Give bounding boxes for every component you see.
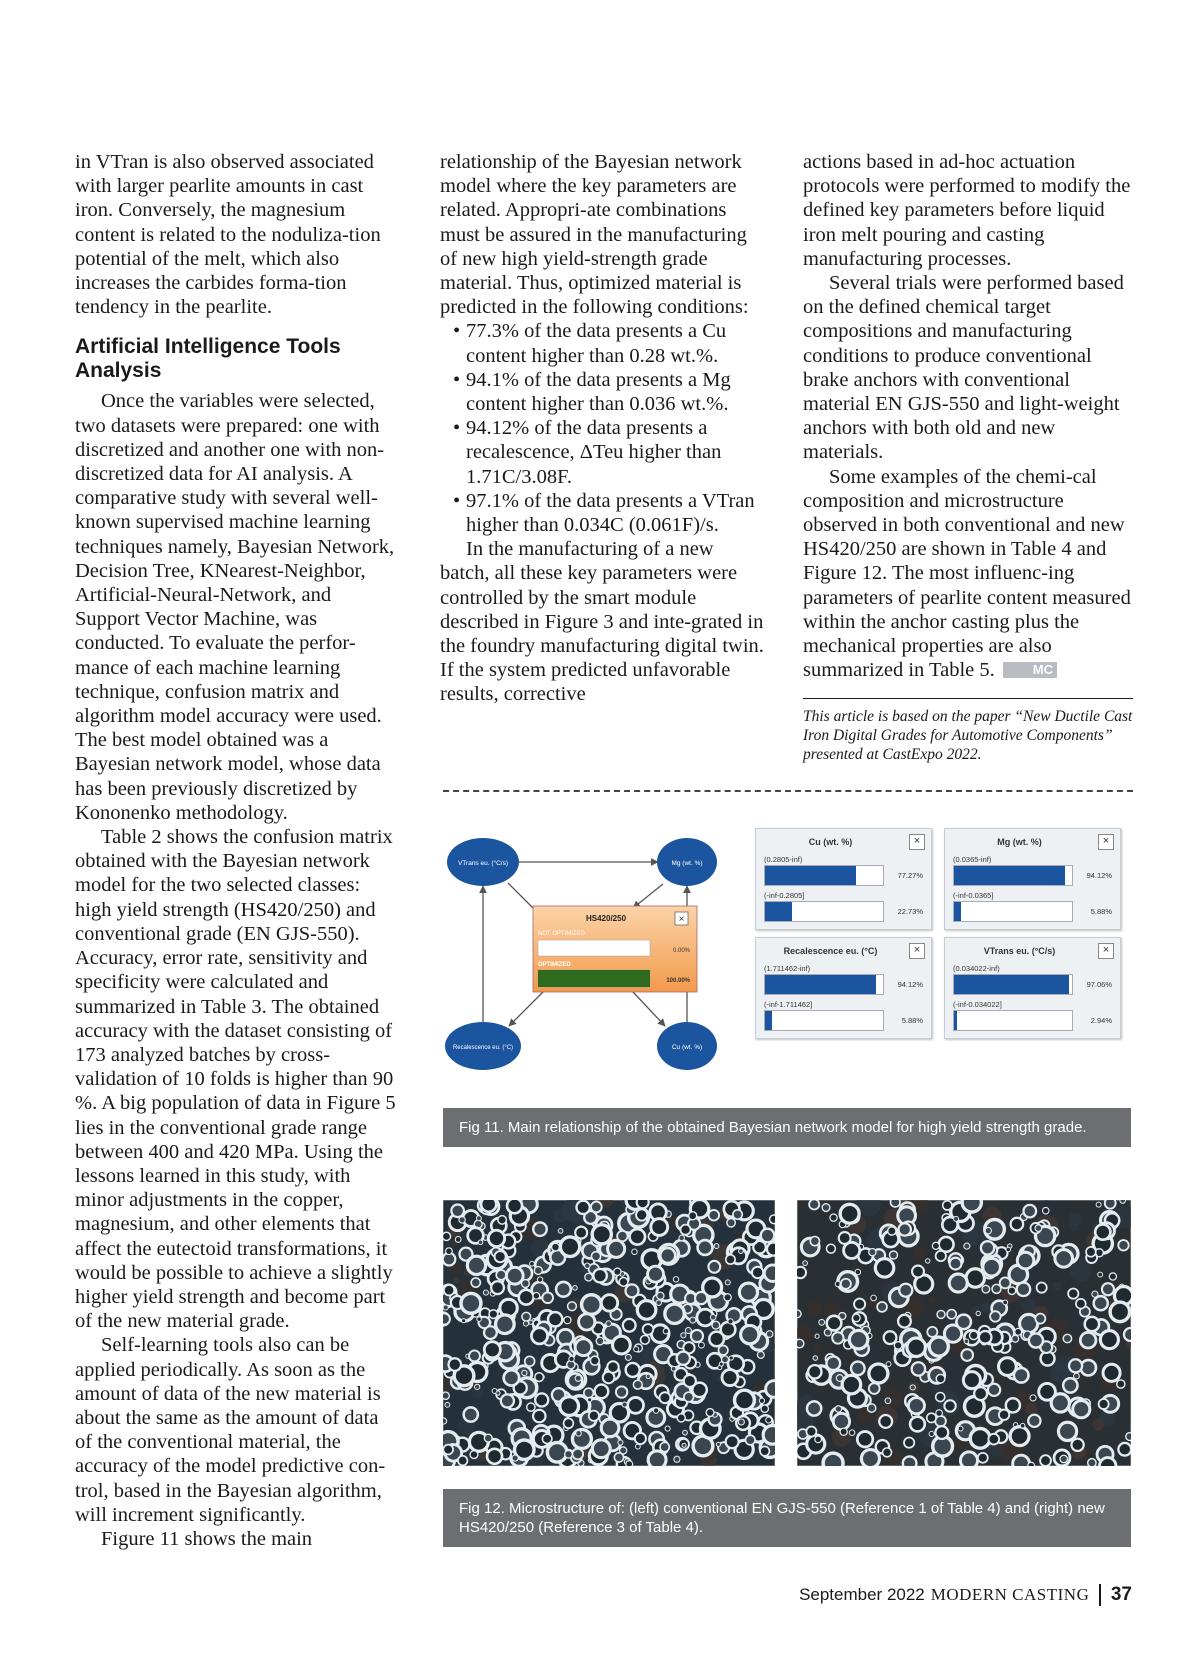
- bullet: •: [453, 489, 461, 512]
- svg-text:HS420/250: HS420/250: [585, 914, 627, 923]
- close-icon: ×: [909, 834, 925, 850]
- bar-fill: [954, 975, 1069, 994]
- bar-fill: [765, 902, 792, 921]
- bar-fill: [954, 866, 1065, 885]
- bullet: •: [453, 368, 461, 391]
- bar-fill: [765, 1011, 772, 1030]
- node-vtrans: [447, 838, 519, 886]
- col2-paragraph-2: In the manufacturing of a new batch, all these key parameters were controlled by the smart module described in Figure 3 and inte-grated in the foundry manufacturing digital twin. If the system predicted unfavorable results, corrective: [440, 538, 764, 706]
- column-2: [440, 150, 768, 707]
- bullet: •: [453, 417, 461, 440]
- edge-box-recal: [509, 992, 543, 1026]
- bullet: •: [453, 320, 461, 343]
- col1-paragraph-4: Self-learning tools also can be applied periodically. As soon as the amount of data of the new material is about the same as the amount of data of the conventional material, the accuracy of the model predictive con-trol, based in the Bayesian algorithm, will increment significantly.: [75, 1334, 386, 1526]
- column-1: [75, 150, 398, 1551]
- page-footer: [799, 1584, 1132, 1606]
- issue-date: September 2022: [799, 1585, 925, 1604]
- column-3: [803, 150, 1133, 764]
- node-mg: [657, 838, 717, 886]
- svg-text:0.00%: 0.00%: [672, 948, 690, 954]
- col1-paragraph-5: Figure 11 shows the main: [101, 1527, 313, 1550]
- svg-text:VTrans eu. (°C/s): VTrans eu. (°C/s): [457, 860, 509, 867]
- hs420-node-box: [533, 906, 697, 992]
- close-icon: ×: [1098, 943, 1114, 959]
- col3-paragraph-2: Several trials were performed based on the defined chemical target compositions and manufacturing conditions to produce conventional brake anchors with conventional material EN GJS-550 and light-weight anchors with both old and new materials.: [803, 272, 1124, 464]
- edge-mg-box: [633, 884, 663, 908]
- svg-text:Cu (wt. %): Cu (wt. %): [671, 1044, 703, 1051]
- section-heading: Artificial Intelligence Tools Analysis: [75, 335, 341, 383]
- microstructure-right-image: [797, 1200, 1131, 1466]
- col3-paragraph-1: actions based in ad-hoc actuation protocols were performed to modify the defined key parameters before liquid iron melt pouring and casting manufacturing processes.: [803, 151, 1131, 270]
- bayesian-network-diagram: [443, 828, 743, 1073]
- list-item: • 94.1% of the data presents a Mg content higher than 0.036 wt.%.: [453, 368, 731, 416]
- svg-text:×: ×: [678, 914, 685, 925]
- node-cu: [657, 1022, 717, 1070]
- source-note: This article is based on the paper “New Ductile Cast Iron Digital Grades for Automotive Components” presented at CastExpo 2022.: [803, 708, 1133, 764]
- node-recalescence: [445, 1022, 521, 1070]
- list-item: • 94.12% of the data presents a recalescence, ΔTeu higher than 1.71C/3.08F.: [453, 417, 722, 488]
- svg-text:NOT OPTIMIZED: NOT OPTIMIZED: [538, 931, 585, 937]
- footer-divider: [1099, 1584, 1101, 1606]
- not-optimized-bar: [538, 940, 650, 956]
- mg-probability-panel: Mg (wt. %) × (0.0365-inf) 94.12% (-inf-0.0365] 5.88%: [944, 828, 1121, 930]
- cu-probability-panel: Cu (wt. %) × (0.2805-inf) 77.27% (-inf-0.2805] 22.73%: [755, 828, 932, 930]
- svg-text:100.00%: 100.00%: [666, 978, 690, 984]
- col1-paragraph-3: Table 2 shows the confusion matrix obtained with the Bayesian network model for the two selected classes: high yield strength (HS420/250) and conventional grade (EN GJS-550). Accuracy, error rate, sensitivity and specificity were calculated and summarized in Table 3. The obtained accuracy with the dataset consisting of 173 analyzed batches by cross-validation of 10 folds is higher than 90 %. A big population of data in Figure 5 lies in the conventional grade range between 400 and 420 MPa. Using the lessons learned in this study, with minor adjustments in the copper, magnesium, and other elements that affect the eutectoid transformations, it would be possible to achieve a slightly higher yield strength and become part of the new material grade.: [75, 826, 396, 1333]
- bar-fill: [765, 975, 876, 994]
- col1-paragraph-1: in VTran is also observed associated with larger pearlite amounts in cast iron. Conversely, the magnesium content is related to the noduliza-tion potential of the melt, which also increases the carbides forma-tion tendency in the pearlite.: [75, 151, 381, 319]
- vtrans-probability-panel: VTrans eu. (°C/s) × (0.034022-inf) 97.06% (-inf-0.034022] 2.94%: [944, 937, 1121, 1039]
- note-divider: [803, 698, 1133, 699]
- col2-paragraph-1: relationship of the Bayesian network model where the key parameters are related. Appropri-ate combinations must be assured in the manufacturing of new high yield-strength grade material. Thus, optimized material is predicted in the following conditions:: [440, 151, 749, 319]
- bar-fill: [954, 902, 961, 921]
- page-number: 37: [1110, 1584, 1132, 1605]
- edge-box-cu: [633, 992, 665, 1026]
- list-item: • 77.3% of the data presents a Cu content higher than 0.28 wt.%.: [453, 320, 727, 367]
- dashed-separator: [443, 790, 1133, 792]
- col3-paragraph-3: Some examples of the chemi-cal composition and microstructure observed in both conventional and new HS420/250 are shown in Table 4 and Figure 12. The most influenc-ing parameters of pearlite content measured within the anchor casting plus the mechanical properties are also summarized in Table 5. MC: [803, 465, 1131, 682]
- figure-12-caption: Fig 12. Microstructure of: (left) conventional EN GJS-550 (Reference 1 of Table 4) and (right) new HS420/250 (Reference 3 of Table 4).: [443, 1489, 1131, 1547]
- recalescence-probability-panel: Recalescence eu. (°C) × (1.711462-inf) 94.12% (-inf-1.711462] 5.88%: [755, 937, 932, 1039]
- close-icon: ×: [909, 943, 925, 959]
- list-item: • 97.1% of the data presents a VTran higher than 0.034C (0.061F)/s.: [453, 489, 755, 537]
- figure-11-caption: Fig 11. Main relationship of the obtained Bayesian network model for high yield strength grade.: [443, 1108, 1131, 1147]
- magazine-name: MODERN CASTING: [930, 1585, 1090, 1604]
- svg-text:Mg (wt. %): Mg (wt. %): [671, 860, 703, 867]
- svg-text:Recalescence eu. (°C): Recalescence eu. (°C): [452, 1045, 514, 1051]
- svg-text:OPTIMIZED: OPTIMIZED: [538, 962, 571, 968]
- conditions-list: [440, 319, 768, 537]
- col1-paragraph-2: Once the variables were selected, two datasets were prepared: one with discretized and another one with non-discretized data for AI analysis. A comparative study with several well-known supervised machine learning techniques namely, Bayesian Network, Decision Tree, KNearest-Neighbor, Artificial-Neural-Network, and Support Vector Machine, was conducted. To evaluate the perfor-mance of each machine learning technique, confusion matrix and algorithm model accuracy were used. The best model obtained was a Bayesian network model, whose data has been previously discretized by Kononenko methodology.: [75, 390, 395, 824]
- close-icon: ×: [1098, 834, 1114, 850]
- microstructure-left-image: [443, 1200, 775, 1466]
- mc-end-badge: MC: [1003, 662, 1057, 678]
- bar-fill: [765, 866, 856, 885]
- bar-fill: [954, 1011, 957, 1030]
